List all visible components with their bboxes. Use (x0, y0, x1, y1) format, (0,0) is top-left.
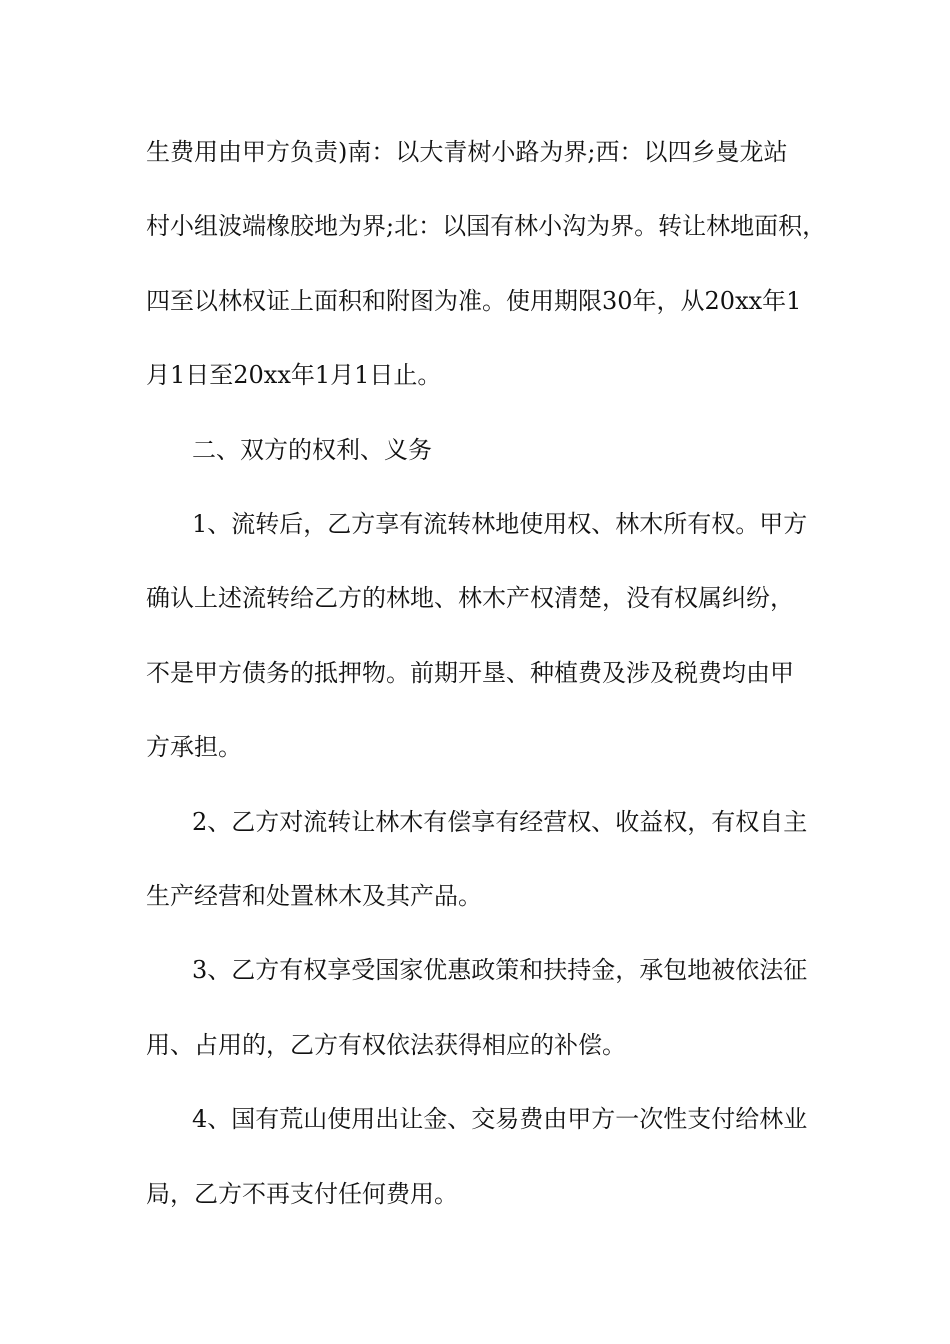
section-heading: 二、双方的权利、义务 (192, 436, 432, 464)
paragraph-line: 生费用由甲方负责)南：以大青树小路为界;西：以四乡曼龙站 (146, 138, 788, 166)
paragraph-line: 方承担。 (146, 733, 242, 761)
paragraph-line: 用、占用的，乙方有权依法获得相应的补偿。 (146, 1031, 626, 1059)
paragraph-line: 局，乙方不再支付任何费用。 (146, 1180, 458, 1208)
paragraph-line: 四至以林权证上面积和附图为准。使用期限30年，从20xx年1 (146, 287, 802, 315)
paragraph-line: 3、乙方有权享受国家优惠政策和扶持金，承包地被依法征 (192, 956, 808, 984)
paragraph-line: 生产经营和处置林木及其产品。 (146, 882, 482, 910)
paragraph-line: 4、国有荒山使用出让金、交易费由甲方一次性支付给林业 (192, 1105, 808, 1133)
paragraph-line: 确认上述流转给乙方的林地、林木产权清楚，没有权属纠纷， (146, 584, 794, 612)
paragraph-line: 村小组波端橡胶地为界;北：以国有林小沟为界。转让林地面积， (146, 212, 827, 240)
paragraph-line: 不是甲方债务的抵押物。前期开垦、种植费及涉及税费均由甲 (146, 659, 794, 687)
paragraph-line: 1、流转后，乙方享有流转林地使用权、林木所有权。甲方 (192, 510, 808, 538)
paragraph-line: 2、乙方对流转让林木有偿享有经营权、收益权，有权自主 (192, 808, 808, 836)
paragraph-line: 月1日至20xx年1月1日止。 (146, 361, 442, 389)
